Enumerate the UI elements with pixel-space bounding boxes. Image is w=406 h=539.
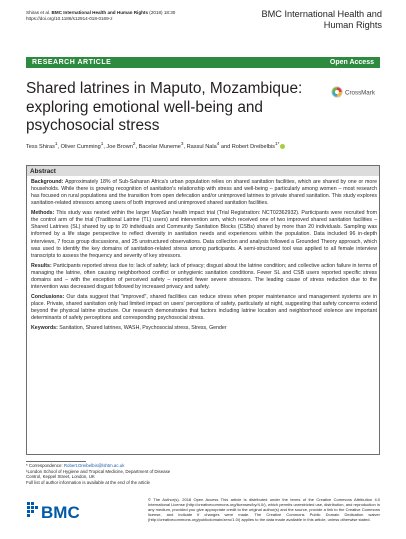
correspondence-label: * Correspondence:: [26, 463, 64, 468]
author-2: , Oliver Cumming: [57, 143, 101, 150]
citation-line: [26, 10, 236, 22]
bmc-wordmark: BMC: [41, 503, 80, 522]
abstract-header: [27, 166, 379, 176]
open-access-label: Open Access: [329, 58, 374, 66]
results-label: Results:: [31, 262, 52, 269]
background-label: Background:: [31, 179, 64, 185]
background-text: Approximately 18% of Sub-Saharan Africa's urban population relies on shared sanitation facilities, which are shared by one or more households. While there is growing recognition of sanitation's relationship with stress and well-being – particularly among women – most research has focused on rural populations and the transition from open defecation and/or unimproved latrines to private shared sanitation. This study explores sanitation-related stressors among users of both improved and unimproved shared sanitation facilities.: [31, 179, 377, 207]
journal-line-2: Human Rights: [323, 19, 382, 30]
affiliation-line-1: ¹London School of Hygiene and Tropical Medicine, Department of Disease: [26, 468, 171, 474]
author-6-affil: 1*: [274, 141, 280, 146]
methods-text: This study was nested within the larger MapSan health impact trial (Trial Registration: NCT02362932). Participants were recruited from the control arm of the trial (Traditional Latrine (TL) users) and intervention arm, which received one of two improved shared sanitation facilities – Shared Latrines (SL) shared by up to 20 individuals and Community Sanitation Blocks (CSBs) shared by more than 20 individuals. Sampling was informed by a life stage perspective to reflect diversity in sanitation needs and experiences within the population. Data included 96 in-depth interviews, 7 focus group discussions, and 25 unstructured observations. Data collection and analysis followed a Grounded Theory approach, which was used to identify the key domains of sanitation-related stress among participants. A semi-structured tool was applied to all female interview transcripts to assess the frequency and severity of key stressors.: [31, 210, 377, 259]
license-text: © The Author(s). 2018 Open Access This article is distributed under the terms of the Creative Commons Attribution 4.0 International License (http://creativecommons.org/licenses/by/4.0/), which permits unrestricted use, distribution, and reproduction in any medium, provided you give appropriate credit to the original author(s) and the source, provide a link to the Creative Commons license, and indicate if changes were made. The Creative Commons Public Domain Dedication waiver (http://creativecommons.org/publicdomain/zero/1.0/) applies to the data made available in this article, unless otherwise stated.: [148, 497, 380, 523]
abstract-box: [26, 165, 380, 455]
abstract-heading: Abstract: [30, 167, 56, 175]
affiliation-note: Full list of author information is available at the end of the article: [26, 479, 150, 485]
author-1-affil: 1: [54, 141, 58, 146]
abstract-body: [31, 179, 377, 334]
crossmark-icon: [331, 86, 381, 98]
citation-year: (2018) 18:30: [148, 10, 176, 15]
author-6: and Robert Dreibelbis: [219, 143, 275, 150]
footnotes: [26, 463, 196, 485]
author-3-affil: 2: [132, 141, 136, 146]
keywords-text: Sanitation, Shared latrines, WASH, Psychosocial stress, Stress, Gender: [57, 324, 227, 331]
citation-authors: Shiras et al.: [26, 10, 52, 15]
abstract-conclusions: [31, 294, 377, 323]
correspondence-email[interactable]: Robert.Dreibelbis@lshtm.ac.uk: [63, 463, 125, 468]
author-4: , Bacelar Muneme: [135, 143, 181, 150]
methods-label: Methods:: [31, 210, 55, 217]
citation-journal: BMC International Health and Human Rights: [51, 10, 149, 15]
results-text: Participants reported stress due to: lack of safety; lack of privacy; disgust about the latrine condition; and collective action failure in terms of managing the latrine, often causing neighborhood conflict or unhygienic sanitation conditions. Fewer SL and CSB users reported specific stress domains and – with the exception of perceived safety – reported fewer severe stressors. The leading cause of stress reduction due to the intervention was decreased disgust followed by increased privacy and safety.: [31, 262, 377, 290]
author-1: Tess Shiras: [26, 143, 55, 150]
orcid-icon[interactable]: [280, 144, 285, 149]
abstract-keywords: [31, 325, 377, 332]
journal-line-1: BMC International Health and: [261, 9, 382, 19]
abstract-background: [31, 179, 377, 208]
conclusions-label: Conclusions:: [31, 293, 65, 300]
abstract-results: [31, 263, 377, 292]
bmc-logo: [26, 498, 86, 524]
article-type-label: RESEARCH ARTICLE: [32, 58, 112, 66]
crossmark-text: CrossMark: [345, 89, 375, 97]
author-2-affil: 1: [100, 141, 104, 146]
article-type-bar: [26, 57, 380, 68]
conclusions-text: Our data suggest that "improved", shared facilities can reduce stress when proper maintenance and management systems are in place. Private, shared sanitation only had limited impact on users' perceptions of safety, particularly at night, suggesting that safety concerns extend beyond the physical latrine structure. Our research demonstrates that factors including latrine location and neighborhood violence are important determinants of safety perceptions and corresponding psychosocial stress.: [31, 293, 377, 321]
doi-link[interactable]: https://doi.org/10.1186/s12914-018-0169-z: [26, 16, 113, 21]
keywords-label: Keywords:: [31, 324, 58, 331]
author-5: , Rassul Nala: [183, 143, 217, 150]
abstract-methods: [31, 210, 377, 260]
author-4-affil: 3: [180, 141, 184, 146]
bmc-logo-icon: [26, 498, 86, 524]
footnote-divider: [26, 461, 86, 462]
affiliation-line-2: Control, Keppel Street, London, UK: [26, 474, 95, 480]
author-5-affil: 4: [216, 141, 220, 146]
article-title: Shared latrines in Maputo, Mozambique: exploring emotional well-being and psychosocial stress: [26, 80, 303, 134]
crossmark-badge[interactable]: [331, 85, 381, 97]
author-3: , Joe Brown: [103, 143, 133, 150]
journal-name: [252, 9, 382, 30]
author-list: [26, 140, 380, 151]
